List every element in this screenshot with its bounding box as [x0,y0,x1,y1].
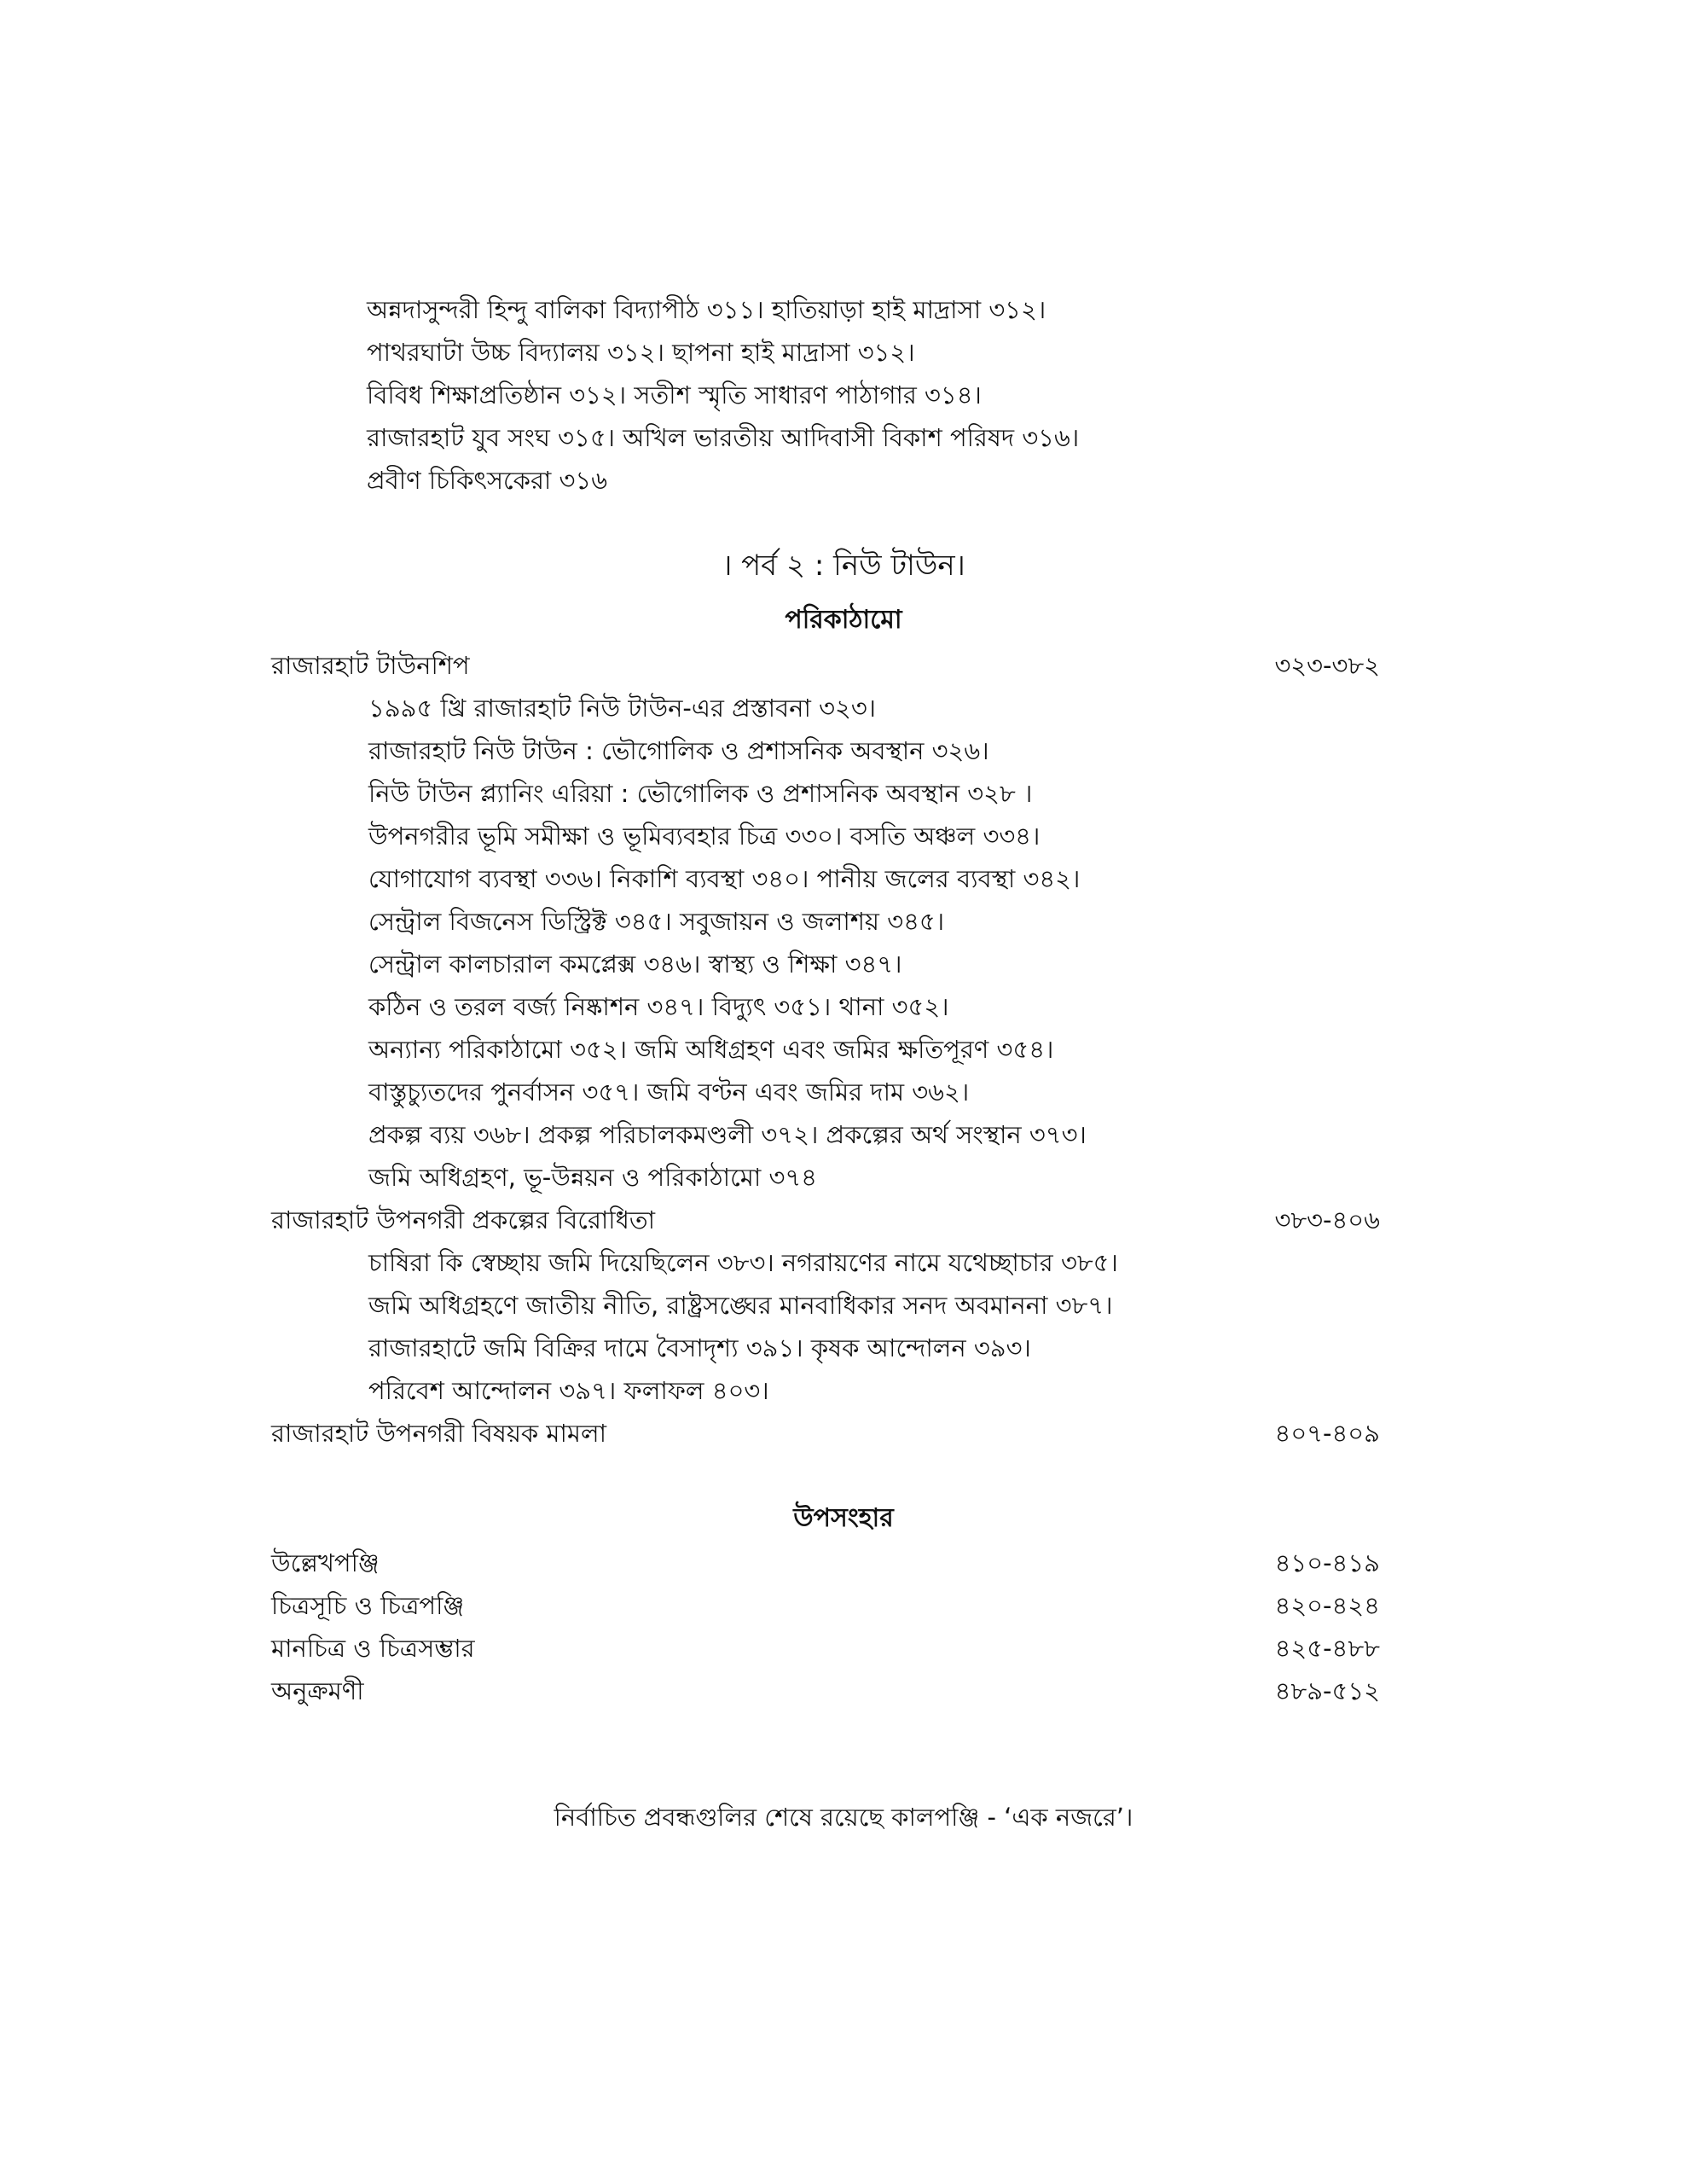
toc-entry-pages: ৪২৫-৪৮৮ [1274,1634,1380,1663]
toc-subentry-line: অন্যান্য পরিকাঠামো ৩৫২। জমি অধিগ্রহণ এবং জমির ক্ষতিপূরণ ৩৫৪। [368,1035,1054,1064]
section-heading: উপসংহার [793,1503,894,1533]
toc-subentry-line: রাজারহাট যুব সংঘ ৩১৫। অখিল ভারতীয় আদিবাসী বিকাশ পরিষদ ৩১৬। [367,423,1080,452]
section-heading: পরিকাঠামো [785,605,902,635]
toc-entry-title: অনুক্রমণী [271,1676,364,1705]
toc-subentry-line: নিউ টাউন প্ল্যানিং এরিয়া : ভৌগোলিক ও প্রশাসনিক অবস্থান ৩২৮ । [368,779,1033,808]
toc-entry-pages: ৩৮৩-৪০৬ [1274,1205,1380,1234]
toc-subentry-line: পাথরঘাটা উচ্চ বিদ্যালয় ৩১২। ছাপনা হাই মাদ্রাসা ৩১২। [367,338,915,367]
toc-entry-title: রাজারহাট উপনগরী বিষয়ক মামলা [271,1419,607,1448]
toc-entry-pages: ৩২৩-৩৮২ [1274,651,1380,680]
toc-subentry-line: পরিবেশ আন্দোলন ৩৯৭। ফলাফল ৪০৩। [368,1376,769,1405]
part-heading: । পর্ব ২ : নিউ টাউন। [722,549,965,583]
toc-entry-title: উল্লেখপঞ্জি [271,1548,380,1577]
toc-subentry-line: উপনগরীর ভূমি সমীক্ষা ও ভূমিব্যবহার চিত্র ৩৩০। বসতি অঞ্চল ৩৩৪। [368,822,1041,851]
toc-subentry-line: সেন্ট্রাল বিজনেস ডিস্ট্রিক্ট ৩৪৫। সবুজায়ন ও জলাশয় ৩৪৫। [368,907,945,936]
toc-entry-pages: ৪২০-৪২৪ [1274,1591,1380,1620]
toc-subentry-line: সেন্ট্রাল কালচারাল কমপ্লেক্স ৩৪৬। স্বাস্থ্য ও শিক্ষা ৩৪৭। [368,950,902,979]
toc-subentry-line: অন্নদাসুন্দরী হিন্দু বালিকা বিদ্যাপীঠ ৩১১। হাতিয়াড়া হাই মাদ্রাসা ৩১২। [367,295,1046,324]
toc-entry-title: রাজারহাট উপনগরী প্রকল্পের বিরোধিতা [271,1205,656,1234]
toc-entry-title: মানচিত্র ও চিত্রসম্ভার [271,1634,475,1663]
toc-entry-pages: ৪১০-৪১৯ [1274,1548,1380,1577]
toc-entry-pages: ৪০৭-৪০৯ [1274,1419,1380,1448]
toc-subentry-line: প্রকল্প ব্যয় ৩৬৮। প্রকল্প পরিচালকমণ্ডলী ৩৭২। প্রকল্পের অর্থ সংস্থান ৩৭৩। [368,1120,1087,1149]
toc-subentry-line: রাজারহাট নিউ টাউন : ভৌগোলিক ও প্রশাসনিক অবস্থান ৩২৬। [368,736,989,765]
toc-entry-title: চিত্রসূচি ও চিত্রপঞ্জি [271,1591,465,1620]
toc-entry-pages: ৪৮৯-৫১২ [1274,1676,1380,1705]
toc-subentry-line: চাষিরা কি স্বেচ্ছায় জমি দিয়েছিলেন ৩৮৩। নগরায়ণের নামে যথেচ্ছাচার ৩৮৫। [368,1248,1118,1277]
toc-subentry-line: বিবিধ শিক্ষাপ্রতিষ্ঠান ৩১২। সতীশ স্মৃতি সাধারণ পাঠাগার ৩১৪। [367,380,982,410]
footer-note: নির্বাচিত প্রবন্ধগুলির শেষে রয়েছে কালপঞ্জি - ‘এক নজরে’। [554,1803,1133,1832]
toc-subentry-line: রাজারহাটে জমি বিক্রির দামে বৈসাদৃশ্য ৩৯১। কৃষক আন্দোলন ৩৯৩। [368,1333,1031,1362]
toc-subentry-line: প্রবীণ চিকিৎসকেরা ৩১৬ [367,466,608,495]
toc-subentry-line: যোগাযোগ ব্যবস্থা ৩৩৬। নিকাশি ব্যবস্থা ৩৪০। পানীয় জলের ব্যবস্থা ৩৪২। [368,864,1081,893]
toc-subentry-line: ১৯৯৫ খ্রি রাজারহাট নিউ টাউন-এর প্রস্তাবনা ৩২৩। [368,694,877,723]
toc-entry-title: রাজারহাট টাউনশিপ [271,651,470,680]
toc-subentry-line: কঠিন ও তরল বর্জ্য নিষ্কাশন ৩৪৭। বিদ্যুৎ ৩৫১। থানা ৩৫২। [368,992,949,1021]
toc-subentry-line: জমি অধিগ্রহণে জাতীয় নীতি, রাষ্ট্রসঙ্ঘের মানবাধিকার সনদ অবমাননা ৩৮৭। [368,1291,1113,1320]
toc-subentry-line: বাস্তুচ্যুতদের পুনর্বাসন ৩৫৭। জমি বণ্টন এবং জমির দাম ৩৬২। [368,1077,970,1107]
toc-subentry-line: জমি অধিগ্রহণ, ভূ-উন্নয়ন ও পরিকাঠামো ৩৭৪ [368,1163,818,1192]
